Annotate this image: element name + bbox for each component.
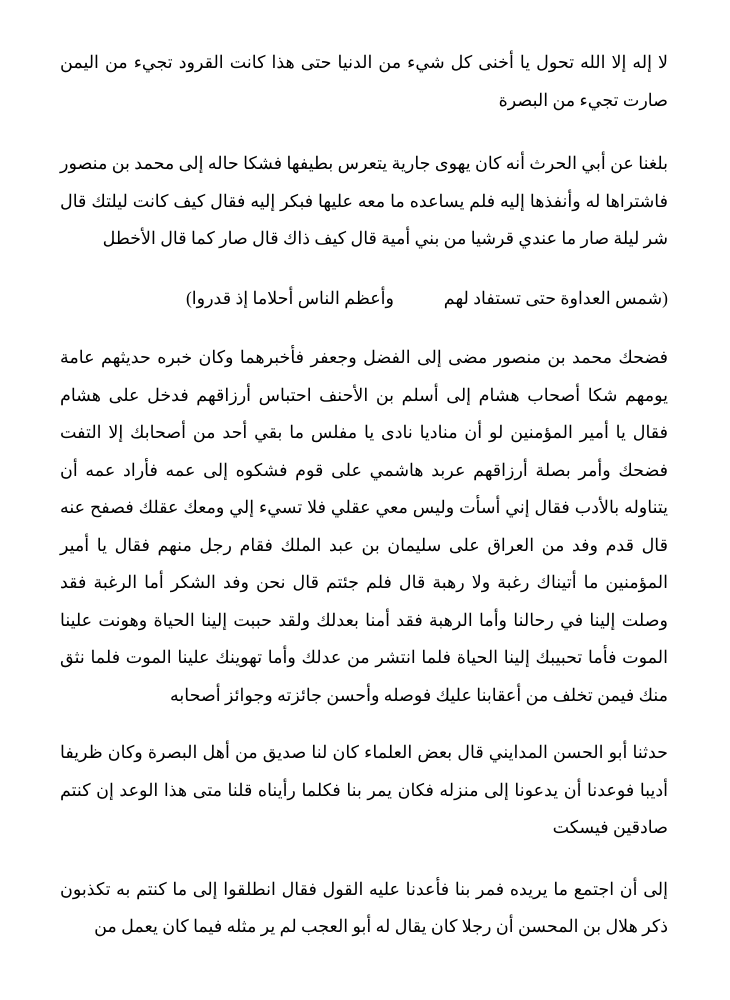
verse-first-hemistich: (شمس العداوة حتى تستفاد لهم [443,287,668,308]
paragraph-4: حدثنا أبو الحسن المدايني قال بعض العلماء كان لنا صديق من أهل البصرة وكان ظريفا أديبا فوعدنا أن يدعونا إلى منزله فكان يمر بنا فكلما رأيناه قلنا متى هذا الوعد إن كنتم صادقين فيسكت [60,742,668,837]
paragraph-5: إلى أن اجتمع ما يريده فمر بنا فأعدنا عليه القول فقال انطلقوا إلى ما كنتم به تكذبون ذكر هلال بن المحسن أن رجلا كان يقال له أبو العجب لم ير مثله فيما كان يعمل من [60,878,668,936]
paragraph-1: لا إله إلا الله تحول يا أخنى كل شيء من الدنيا حتى هذا كانت القرود تجيء من اليمن صارت تجيء من البصرة [60,52,668,110]
paragraph-2: بلغنا عن أبي الحرث أنه كان يهوى جارية يتعرس بطيفها فشكا حاله إلى محمد بن منصور فاشتراها له وأنفذها إليه فلم يساعده ما معه عليها فبكر إليه فقال كيف كانت ليلتك قال شر ليلة صار ما عندي قرشيا من بني أمية قال كيف ذاك قال صار كما قال الأخطل [60,153,668,248]
paragraph-3: فضحك محمد بن منصور مضى إلى الفضل وجعفر فأخبرهما وكان خبره حديثهم عامة يومهم شكا أصحاب هشام إلى أسلم بن الأحنف احتباس أرزاقهم فدخل على هشام فقال يا أمير المؤمنين لو أن مناديا نادى يا مفلس ما بقي أحد من أصحابك إلا التفت فضحك وأمر بصلة أرزاقهم عربد هاشمي على قوم فشكوه إلى عمه فأراد عمه أن يتناوله بالأدب فقال إني أسأت وليس معي عقلي فلا تسيء إلي ومعك عقلك فصفح عنه قال قدم وفد من العراق على سليمان بن عبد الملك فقام رجل منهم فقال يا أمير المؤمنين ما أتيناك رغبة ولا رهبة قال فلم جئتم قال نحن وفد الشكر أما الرغبة فقد وصلت إلينا في رحالنا وأما الرهبة فقد أمنا بعدلك ولقد حببت إلينا الحياة وهونت علينا الموت فأما تحبيبك إلينا الحياة فلما انتشر من عدلك وأما تهوينك علينا الموت فلما نثق منك فيمن تخلف من أعقابنا عليك فوصله وأحسن جائزته وجوائز أصحابه [60,347,668,705]
verse-second-hemistich: وأعظم الناس أحلاما إذ قدروا) [185,287,394,308]
verse-line [60,280,668,318]
